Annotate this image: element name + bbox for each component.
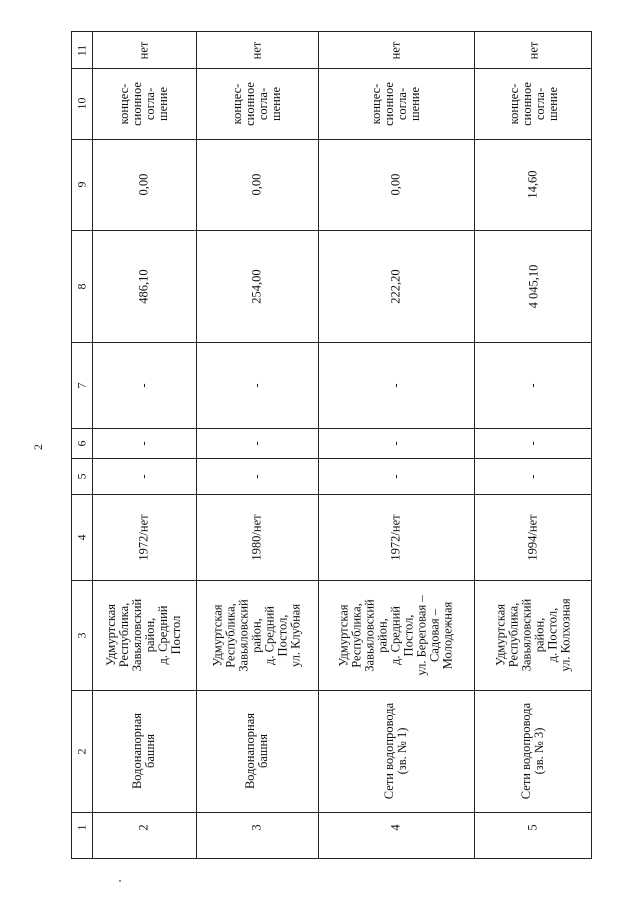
header-col-5-text: 5 [74, 473, 89, 479]
row-3-c6-text: - [249, 440, 264, 446]
row-2-address [92, 580, 196, 690]
row-5-c7 [474, 342, 593, 428]
row-5-c6 [474, 428, 593, 458]
row-3-year [196, 494, 318, 580]
row-4-value-text: 222,20 [388, 268, 403, 304]
row-3-c5 [196, 458, 318, 494]
row-5-basis [474, 68, 593, 139]
header-col-2-text: 2 [74, 748, 89, 754]
header-col-8-text: 8 [74, 283, 89, 289]
row-2-c6-text: - [136, 440, 151, 446]
row-3-value-text: 254,00 [249, 268, 264, 304]
row-5-value [474, 230, 593, 342]
row-3-c9-text: 0,00 [249, 173, 264, 196]
row-5-year [474, 494, 593, 580]
row-2-c7 [92, 342, 196, 428]
row-4-num-text: 4 [388, 823, 403, 831]
row-3-address-text: Удмуртская Республика, Завьяловский район, д. Средний Постол, ул. Клубная [210, 598, 303, 672]
row-4-basis-text: концес- сионное согла- шение [368, 81, 422, 126]
row-4-year-text: 1972/нет [388, 513, 403, 561]
row-2-name-text: Водонапорная башня [130, 712, 157, 790]
row-2-value-text: 486,10 [136, 268, 151, 304]
header-col-1 [72, 812, 92, 842]
row-2-name [92, 690, 196, 812]
row-3-c11 [196, 32, 318, 68]
row-2-num-text: 2 [136, 823, 151, 831]
header-col-7 [72, 342, 92, 428]
row-4-address-text: Удмуртская Республика, Завьяловский район, д. Средний Постол, ул. Береговая – Садовая – Молодежная [336, 594, 455, 676]
row-4-c9 [318, 139, 474, 230]
property-table [71, 31, 592, 859]
row-5-c9 [474, 139, 593, 230]
row-5-name-text: Сети водопровода (зв. № 3) [519, 702, 547, 800]
row-5-c9-text: 14,60 [526, 170, 540, 199]
header-col-10 [72, 68, 92, 139]
row-5-num-text: 5 [526, 823, 540, 831]
row-3-year-text: 1980/нет [249, 513, 264, 561]
header-col-9 [72, 139, 92, 230]
row-3-c5-text: - [249, 473, 264, 479]
header-col-3-text: 3 [74, 632, 89, 638]
header-col-11 [72, 32, 92, 68]
row-5-year-text: 1994/нет [526, 513, 540, 561]
row-3-name-text: Водонапорная башня [243, 712, 270, 790]
row-3-c7 [196, 342, 318, 428]
row-5-c11 [474, 32, 593, 68]
header-col-6-text: 6 [74, 440, 89, 446]
row-2-c9 [92, 139, 196, 230]
row-2-c11 [92, 32, 196, 68]
row-5-num [474, 812, 593, 842]
row-2-value [92, 230, 196, 342]
row-2-num [92, 812, 196, 842]
row-5-address [474, 580, 593, 690]
row-2-c7-text: - [136, 382, 151, 388]
row-4-name [318, 690, 474, 812]
row-2-c5-text: - [136, 473, 151, 479]
row-4-num [318, 812, 474, 842]
row-4-value [318, 230, 474, 342]
header-col-9-text: 9 [74, 181, 89, 188]
row-2-basis-text: концес- сионное согла- шение [116, 81, 170, 126]
row-4-c9-text: 0,00 [388, 173, 403, 196]
header-col-1-text: 1 [74, 824, 89, 830]
header-col-3 [72, 580, 92, 690]
row-2-address-text: Удмуртская Республика, Завьяловский район, д. Средний Постол [103, 598, 183, 672]
row-4-address [318, 580, 474, 690]
header-col-6 [72, 428, 92, 458]
row-5-name [474, 690, 593, 812]
row-3-value [196, 230, 318, 342]
row-2-c11-text: нет [136, 41, 151, 59]
row-4-year [318, 494, 474, 580]
header-col-11-text: 11 [74, 44, 89, 56]
row-4-c5 [318, 458, 474, 494]
header-col-7-text: 7 [74, 382, 89, 388]
row-5-c5-text: - [525, 473, 540, 479]
page-number: 2 [31, 444, 45, 450]
header-col-4 [72, 494, 92, 580]
row-3-c6 [196, 428, 318, 458]
row-3-c9 [196, 139, 318, 230]
row-5-address-text: Удмуртская Республика, Завьяловский район, д. Постол, ул. Колхозная [493, 598, 573, 672]
header-col-2 [72, 690, 92, 812]
row-5-c6-text: - [525, 440, 540, 446]
row-3-basis-text: концес- сионное согла- шение [229, 81, 283, 126]
row-4-c11 [318, 32, 474, 68]
row-2-c6 [92, 428, 196, 458]
row-4-c6-text: - [388, 440, 403, 446]
row-3-c11-text: нет [249, 41, 264, 59]
row-5-c11-text: нет [525, 41, 540, 59]
row-5-c7-text: - [525, 382, 540, 388]
row-4-c6 [318, 428, 474, 458]
header-col-10-text: 10 [74, 97, 89, 110]
row-4-name-text: Сети водопровода (зв. № 1) [382, 702, 409, 800]
row-3-name [196, 690, 318, 812]
row-2-year [92, 494, 196, 580]
row-5-basis-text: концес- сионное согла- шение [506, 81, 560, 126]
row-3-basis [196, 68, 318, 139]
row-2-basis [92, 68, 196, 139]
scan-speck [119, 880, 121, 882]
row-4-c7 [318, 342, 474, 428]
row-3-num [196, 812, 318, 842]
row-2-c9-text: 0,00 [136, 173, 151, 196]
row-2-c5 [92, 458, 196, 494]
row-3-c7-text: - [249, 382, 264, 388]
row-5-value-text: 4 045,10 [526, 264, 540, 308]
header-col-4-text: 4 [74, 534, 89, 540]
header-col-5 [72, 458, 92, 494]
row-5-c5 [474, 458, 593, 494]
row-4-basis [318, 68, 474, 139]
row-4-c5-text: - [388, 473, 403, 479]
row-2-year-text: 1972/нет [136, 513, 151, 561]
row-4-c11-text: нет [388, 41, 403, 59]
row-3-num-text: 3 [249, 823, 264, 831]
header-col-8 [72, 230, 92, 342]
row-4-c7-text: - [388, 382, 403, 388]
row-3-address [196, 580, 318, 690]
